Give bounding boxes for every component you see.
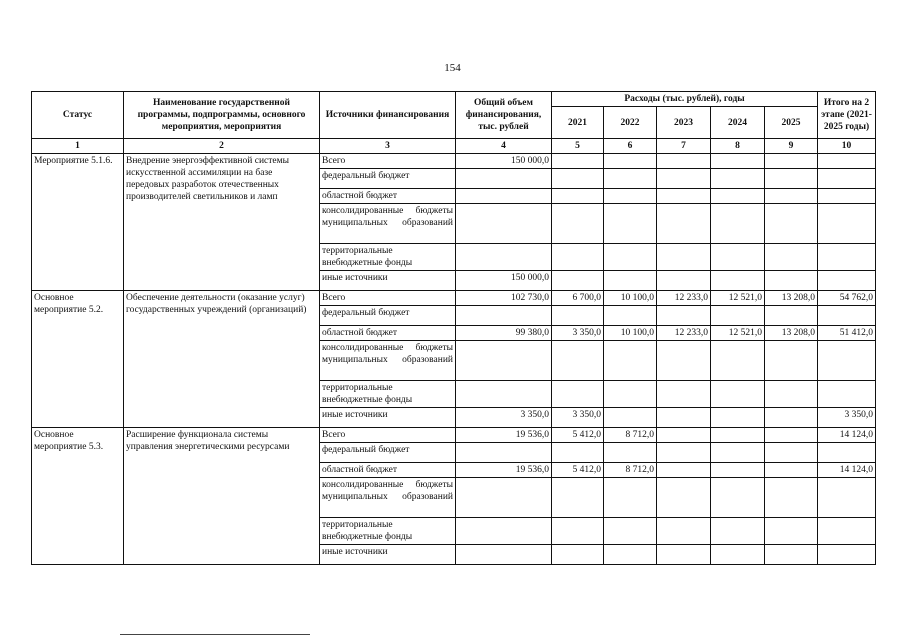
value-cell: [711, 271, 765, 291]
value-cell: [765, 154, 818, 169]
value-cell: [657, 463, 711, 478]
value-cell: [765, 463, 818, 478]
source-cell: иные источники: [320, 271, 456, 291]
source-cell: федеральный бюджет: [320, 169, 456, 189]
source-cell: иные источники: [320, 545, 456, 565]
value-cell: 19 536,0: [456, 463, 552, 478]
column-number: 4: [456, 139, 552, 154]
value-cell: [604, 381, 657, 408]
status-cell: Основное мероприятие 5.2.: [32, 291, 124, 428]
source-cell: иные источники: [320, 408, 456, 428]
value-cell: [456, 204, 552, 244]
column-number: 10: [818, 139, 876, 154]
value-cell: [456, 306, 552, 326]
value-cell: [765, 244, 818, 271]
value-cell: [657, 518, 711, 545]
value-cell: [657, 545, 711, 565]
value-cell: 6 700,0: [552, 291, 604, 306]
value-cell: 150 000,0: [456, 271, 552, 291]
value-cell: 10 100,0: [604, 326, 657, 341]
value-cell: [765, 408, 818, 428]
value-cell: [604, 204, 657, 244]
table-body: [32, 154, 876, 565]
source-cell: областной бюджет: [320, 189, 456, 204]
value-cell: [657, 381, 711, 408]
header-name: Наименование государственной программы, подпрограммы, основного мероприятия, мероприятия: [124, 92, 320, 139]
value-cell: [711, 443, 765, 463]
value-cell: [818, 381, 876, 408]
value-cell: [657, 154, 711, 169]
source-cell: Всего: [320, 428, 456, 443]
value-cell: [765, 478, 818, 518]
value-cell: [818, 154, 876, 169]
value-cell: [711, 381, 765, 408]
header-year: 2023: [657, 107, 711, 139]
value-cell: [711, 408, 765, 428]
value-cell: [818, 545, 876, 565]
source-cell: консолидированные бюджеты муниципальных образований: [320, 204, 456, 244]
value-cell: [552, 518, 604, 545]
value-cell: [456, 169, 552, 189]
value-cell: [765, 443, 818, 463]
value-cell: 8 712,0: [604, 428, 657, 443]
value-cell: [711, 478, 765, 518]
value-cell: 102 730,0: [456, 291, 552, 306]
value-cell: [765, 306, 818, 326]
value-cell: [604, 189, 657, 204]
value-cell: [818, 271, 876, 291]
value-cell: [604, 271, 657, 291]
value-cell: [765, 428, 818, 443]
source-cell: федеральный бюджет: [320, 443, 456, 463]
value-cell: [765, 189, 818, 204]
source-cell: федеральный бюджет: [320, 306, 456, 326]
value-cell: [552, 204, 604, 244]
value-cell: [818, 341, 876, 381]
header-status: Статус: [32, 92, 124, 139]
value-cell: 3 350,0: [552, 326, 604, 341]
value-cell: 8 712,0: [604, 463, 657, 478]
value-cell: [552, 189, 604, 204]
value-cell: [818, 189, 876, 204]
value-cell: [657, 169, 711, 189]
value-cell: 14 124,0: [818, 428, 876, 443]
value-cell: [552, 271, 604, 291]
table-row: [32, 154, 876, 169]
value-cell: [818, 244, 876, 271]
budget-table: [31, 91, 876, 565]
value-cell: [711, 545, 765, 565]
value-cell: [604, 518, 657, 545]
value-cell: 5 412,0: [552, 463, 604, 478]
value-cell: [711, 341, 765, 381]
column-number: 1: [32, 139, 124, 154]
value-cell: 13 208,0: [765, 291, 818, 306]
value-cell: 99 380,0: [456, 326, 552, 341]
value-cell: [604, 154, 657, 169]
value-cell: [711, 463, 765, 478]
header-year: 2024: [711, 107, 765, 139]
page-number: 154: [444, 62, 461, 74]
value-cell: [765, 518, 818, 545]
value-cell: [456, 478, 552, 518]
header-sources: Источники финансирования: [320, 92, 456, 139]
value-cell: [818, 169, 876, 189]
value-cell: [818, 443, 876, 463]
value-cell: [456, 518, 552, 545]
source-cell: территориальные внебюджетные фонды: [320, 244, 456, 271]
value-cell: [657, 428, 711, 443]
value-cell: 150 000,0: [456, 154, 552, 169]
value-cell: [604, 244, 657, 271]
value-cell: [552, 154, 604, 169]
value-cell: [552, 341, 604, 381]
name-cell: Внедрение энергоэффективной системы искусственной ассимиляции на базе передовых разработок отечественных производителей светильников и ламп: [124, 154, 320, 291]
column-number: 8: [711, 139, 765, 154]
value-cell: [711, 154, 765, 169]
header-stage-total: Итого на 2 этапе (2021-2025 годы): [818, 92, 876, 139]
value-cell: 3 350,0: [552, 408, 604, 428]
value-cell: 14 124,0: [818, 463, 876, 478]
value-cell: [765, 169, 818, 189]
value-cell: [456, 443, 552, 463]
value-cell: 12 233,0: [657, 326, 711, 341]
source-cell: консолидированные бюджеты муниципальных образований: [320, 341, 456, 381]
value-cell: 19 536,0: [456, 428, 552, 443]
column-number: 6: [604, 139, 657, 154]
value-cell: [711, 189, 765, 204]
value-cell: [604, 443, 657, 463]
value-cell: [552, 306, 604, 326]
header-year: 2022: [604, 107, 657, 139]
value-cell: [711, 428, 765, 443]
name-cell: Обеспечение деятельности (оказание услуг) государственных учреждений (организаций): [124, 291, 320, 428]
header-total: Общий объем финансирования, тыс. рублей: [456, 92, 552, 139]
source-cell: территориальные внебюджетные фонды: [320, 381, 456, 408]
value-cell: 54 762,0: [818, 291, 876, 306]
value-cell: [765, 545, 818, 565]
value-cell: [711, 244, 765, 271]
value-cell: [711, 169, 765, 189]
value-cell: [552, 244, 604, 271]
value-cell: [711, 306, 765, 326]
value-cell: [711, 518, 765, 545]
column-number: 7: [657, 139, 711, 154]
column-number: 5: [552, 139, 604, 154]
source-cell: территориальные внебюджетные фонды: [320, 518, 456, 545]
table-row: [32, 428, 876, 443]
value-cell: [456, 341, 552, 381]
value-cell: [657, 271, 711, 291]
value-cell: [765, 381, 818, 408]
value-cell: [657, 443, 711, 463]
value-cell: 5 412,0: [552, 428, 604, 443]
value-cell: 51 412,0: [818, 326, 876, 341]
footer-divider: [120, 634, 310, 635]
value-cell: 12 233,0: [657, 291, 711, 306]
value-cell: [657, 306, 711, 326]
value-cell: 10 100,0: [604, 291, 657, 306]
source-cell: Всего: [320, 291, 456, 306]
value-cell: [818, 518, 876, 545]
source-cell: Всего: [320, 154, 456, 169]
status-cell: Основное мероприятие 5.3.: [32, 428, 124, 565]
column-number: 3: [320, 139, 456, 154]
value-cell: [604, 545, 657, 565]
source-cell: областной бюджет: [320, 326, 456, 341]
value-cell: 12 521,0: [711, 326, 765, 341]
value-cell: [456, 381, 552, 408]
value-cell: [765, 271, 818, 291]
value-cell: [604, 306, 657, 326]
value-cell: [657, 204, 711, 244]
value-cell: [456, 545, 552, 565]
value-cell: [552, 443, 604, 463]
value-cell: [604, 478, 657, 518]
value-cell: [604, 169, 657, 189]
value-cell: 3 350,0: [456, 408, 552, 428]
value-cell: [711, 204, 765, 244]
header-expenses: Расходы (тыс. рублей), годы: [552, 92, 818, 107]
value-cell: [552, 478, 604, 518]
value-cell: [818, 478, 876, 518]
column-number: 9: [765, 139, 818, 154]
value-cell: [818, 306, 876, 326]
value-cell: [657, 408, 711, 428]
value-cell: [657, 189, 711, 204]
value-cell: [552, 169, 604, 189]
value-cell: [552, 545, 604, 565]
header-year: 2025: [765, 107, 818, 139]
value-cell: [657, 341, 711, 381]
value-cell: [604, 341, 657, 381]
value-cell: [657, 244, 711, 271]
name-cell: Расширение функционала системы управления энергетическими ресурсами: [124, 428, 320, 565]
value-cell: [552, 381, 604, 408]
column-number-row: [32, 139, 876, 154]
value-cell: [456, 244, 552, 271]
value-cell: 13 208,0: [765, 326, 818, 341]
value-cell: [765, 204, 818, 244]
header-year: 2021: [552, 107, 604, 139]
column-number: 2: [124, 139, 320, 154]
value-cell: 12 521,0: [711, 291, 765, 306]
table-row: [32, 291, 876, 306]
value-cell: [818, 204, 876, 244]
source-cell: областной бюджет: [320, 463, 456, 478]
status-cell: Мероприятие 5.1.6.: [32, 154, 124, 291]
value-cell: [657, 478, 711, 518]
value-cell: [765, 341, 818, 381]
value-cell: [604, 408, 657, 428]
source-cell: консолидированные бюджеты муниципальных образований: [320, 478, 456, 518]
value-cell: [456, 189, 552, 204]
header-row: [32, 92, 876, 107]
value-cell: 3 350,0: [818, 408, 876, 428]
